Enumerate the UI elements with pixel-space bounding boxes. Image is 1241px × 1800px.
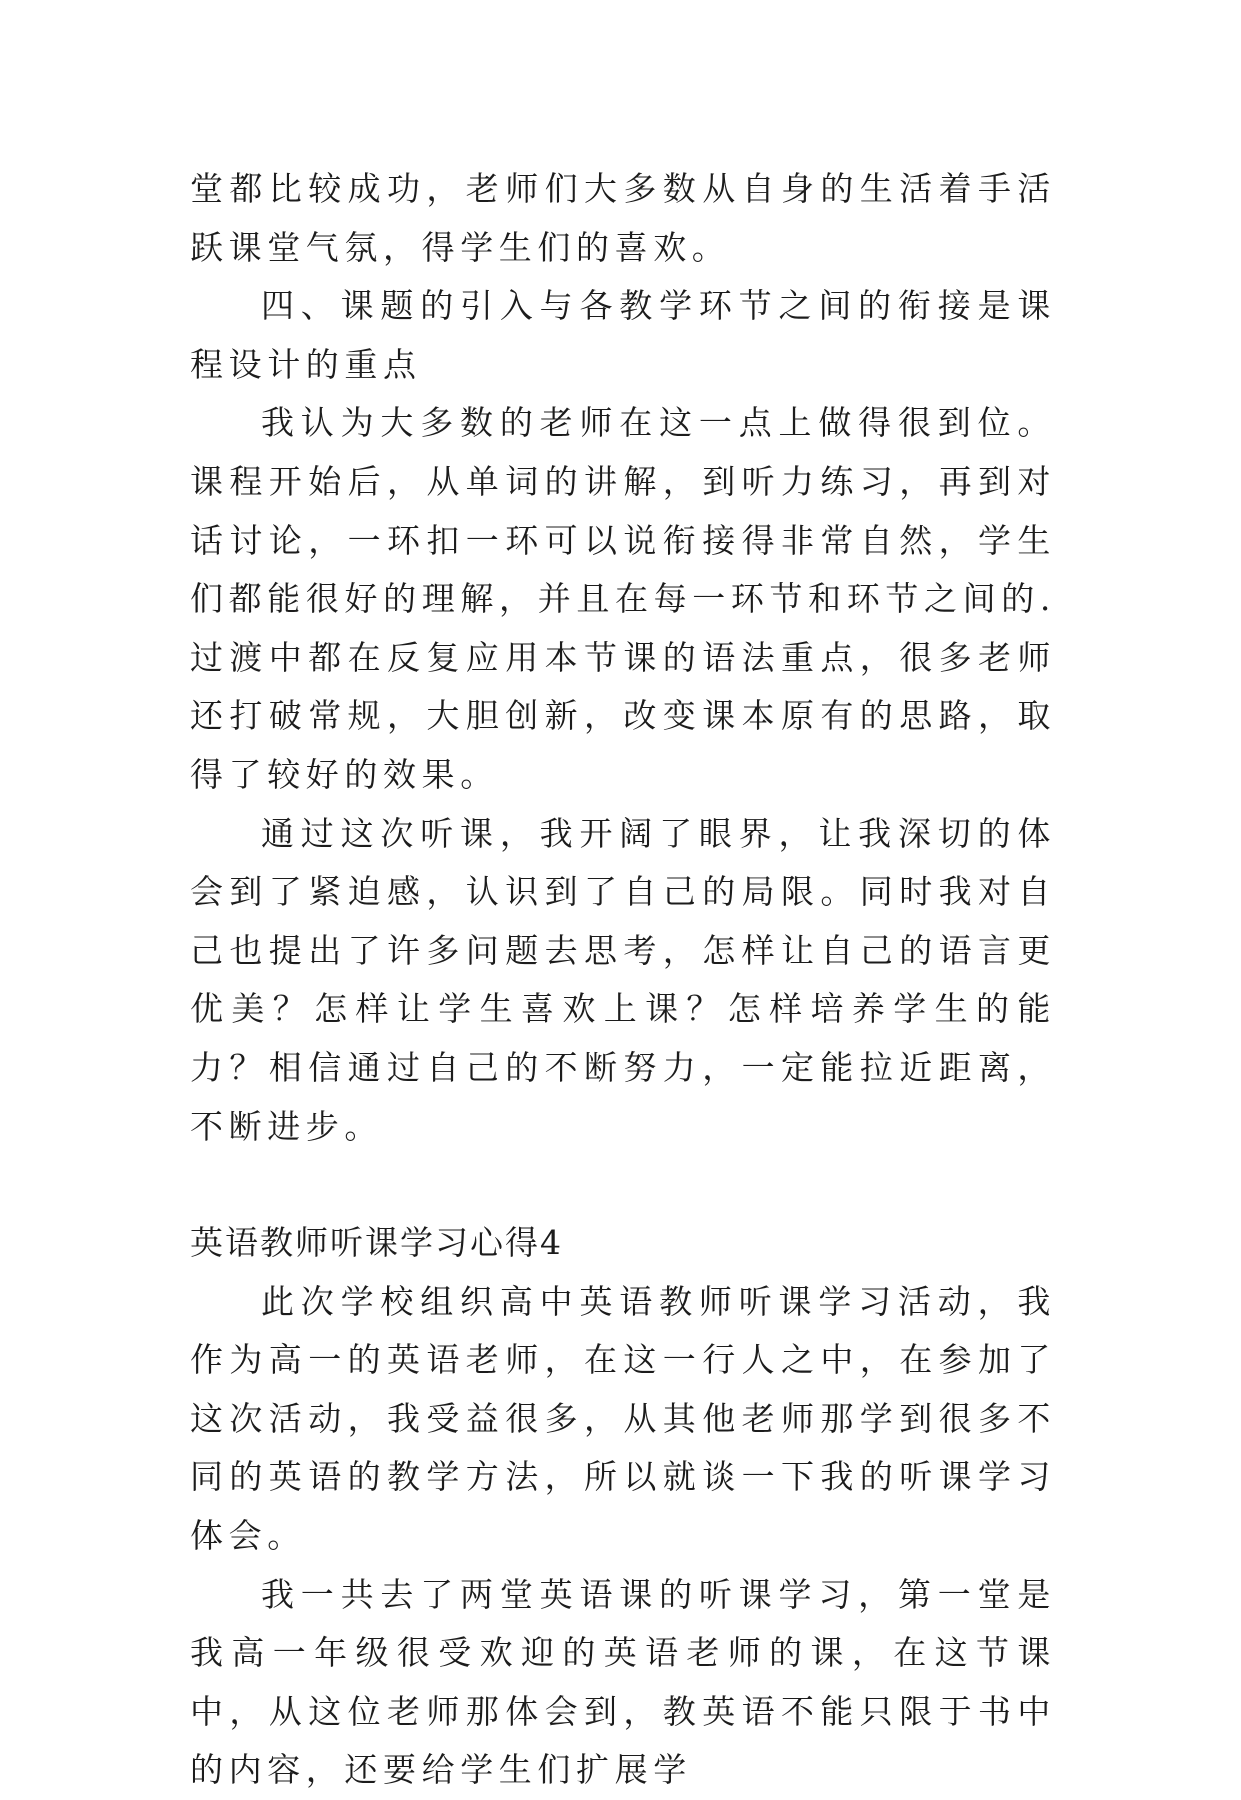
paragraph-activity: 此次学校组织高中英语教师听课学习活动，我作为高一的英语老师，在这一行人之中，在参加了这次活动，我受益很多，从其他老师那学到很多不同的英语的教学方法，所以就谈一下我的听课学习体会。 [190,1281,1056,1556]
document-body [190,160,1056,1800]
paragraph-reflection: 通过这次听课，我开阔了眼界，让我深切的体会到了紧迫感，认识到了自己的局限。同时我对自己也提出了许多问题去思考，怎样让自己的语言更优美？怎样让学生喜欢上课？怎样培养学生的能力？相信通过自己的不断努力，一定能拉近距离，不断进步。 [190,813,1056,1146]
section-title: 英语教师听课学习心得4 [190,1223,563,1263]
paragraph-lessons: 我一共去了两堂英语课的听课学习，第一堂是我高一年级很受欢迎的英语老师的课，在这节课中，从这位老师那体会到，教英语不能只限于书中的内容，还要给学生们扩展学 [190,1574,1056,1790]
paragraph-continuation: 堂都比较成功，老师们大多数从自身的生活着手活跃课堂气氛，得学生们的喜欢。 [190,169,1056,267]
subheading-four: 四、课题的引入与各教学环节之间的衔接是课程设计的重点 [190,286,1056,384]
paragraph-transitions: 我认为大多数的老师在这一点上做得很到位。课程开始后，从单词的讲解，到听力练习，再到对话讨论，一环扣一环可以说衔接得非常自然，学生们都能很好的理解，并且在每一环节和环节之间的.过渡中都在反复应用本节课的语法重点，很多老师还打破常规，大胆创新，改变课本原有的思路，取得了较好的效果。 [190,403,1056,794]
